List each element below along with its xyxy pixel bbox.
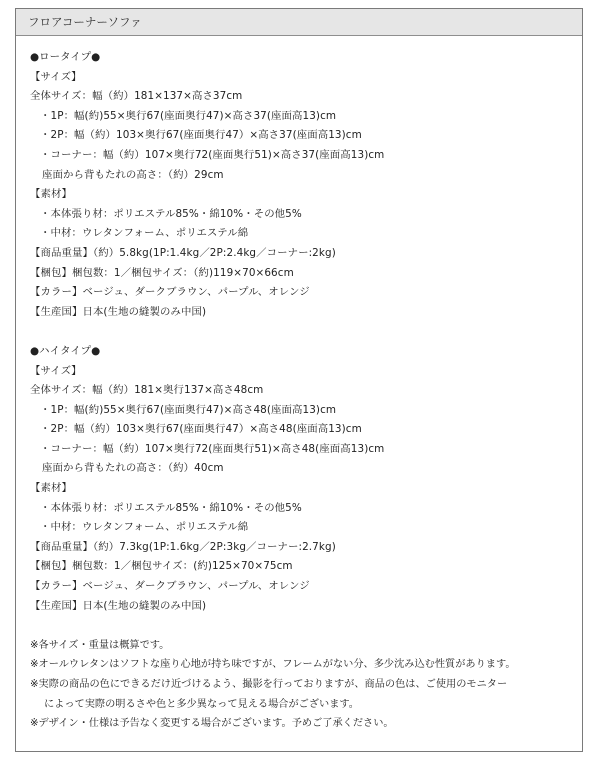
high-back-height: 座面から背もたれの高さ：（約）40cm [42, 462, 224, 475]
high-origin: 【生産国】日本(生地の縫製のみ中国) [30, 599, 207, 612]
high-color: 【カラー】ベージュ、ダークブラウン、パープル、オレンジ [30, 580, 310, 593]
low-size-corner: ・コーナー：幅（約）107×奥行72(座面奥行51)×高さ37(座面高13)cm [40, 148, 385, 161]
section-gap [30, 322, 582, 342]
low-material-label: 【素材】 [30, 188, 72, 201]
note-color: ※実際の商品の色にできるだけ近づけるよう、撮影を行っておりますが、商品の色は、ご使用のモニター [30, 679, 508, 690]
low-type-heading: ●ロータイプ● [30, 51, 101, 63]
high-size-1p: ・1P：幅(約)55×奥行67(座面奥行47)×高さ48(座面高13)cm [40, 403, 337, 416]
high-size-corner: ・コーナー：幅（約）107×奥行72(座面奥行51)×高さ48(座面高13)cm [40, 442, 385, 455]
high-material-fabric: ・本体張り材：ポリエステル85%・綿10%・その他5% [40, 501, 302, 514]
high-type-heading: ●ハイタイプ● [30, 344, 101, 357]
note-urethane: ※オールウレタンはソフトな座り心地が持ち味ですが、フレームがない分、多少沈み込む性質があります。 [30, 659, 516, 671]
low-size-2p: ・2P：幅（約）103×奥行67(座面奥行47）×高さ37(座面高13)cm [40, 129, 362, 142]
panel-header [16, 9, 582, 36]
low-packing: 【梱包】梱包数：1／梱包サイズ：（約)119×70×66cm [30, 266, 294, 279]
high-overall-size: 全体サイズ：幅（約）181×奥行137×高さ48cm [30, 384, 264, 397]
high-size-label: 【サイズ】 [30, 364, 82, 377]
high-material-filling: ・中材：ウレタンフォーム、ポリエステル綿 [40, 521, 249, 534]
note-design-change: ※デザイン・仕様は予告なく変更する場合がございます。予めご了承ください。 [30, 718, 394, 730]
low-material-fabric: ・本体張り材：ポリエステル85%・綿10%・その他5% [40, 207, 302, 220]
high-size-2p: ・2P：幅（約）103×奥行67(座面奥行47）×高さ48(座面高13)cm [40, 423, 362, 436]
spec-content [16, 36, 582, 734]
low-size-label: 【サイズ】 [30, 70, 82, 83]
note-color-cont: によって実際の明るさや色と多少異なって見える場合がございます。 [44, 698, 359, 710]
panel-title: フロアコーナーソファ [28, 15, 142, 29]
note-approx: ※各サイズ・重量は概算です。 [30, 639, 170, 651]
section-gap [30, 616, 582, 636]
low-overall-size: 全体サイズ：幅（約）181×137×高さ37cm [30, 90, 243, 103]
high-material-label: 【素材】 [30, 482, 72, 495]
low-weight: 【商品重量】（約）5.8kg(1P:1.4kg／2P:2.4kg／コーナー:2kg) [30, 246, 336, 259]
low-origin: 【生産国】日本(生地の縫製のみ中国) [30, 305, 207, 318]
low-size-1p: ・1P：幅(約)55×奥行67(座面奥行47)×高さ37(座面高13)cm [40, 109, 337, 122]
high-weight: 【商品重量】（約）7.3kg(1P:1.6kg／2P:3kg／コーナー:2.7kg) [30, 540, 336, 553]
low-color: 【カラー】ベージュ、ダークブラウン、パープル、オレンジ [30, 286, 310, 299]
spec-panel [15, 8, 583, 752]
high-packing: 【梱包】梱包数：1／梱包サイズ：(約)125×70×75cm [30, 560, 293, 573]
low-back-height: 座面から背もたれの高さ：（約）29cm [42, 168, 224, 181]
low-material-filling: ・中材：ウレタンフォーム、ポリエステル綿 [40, 227, 249, 240]
